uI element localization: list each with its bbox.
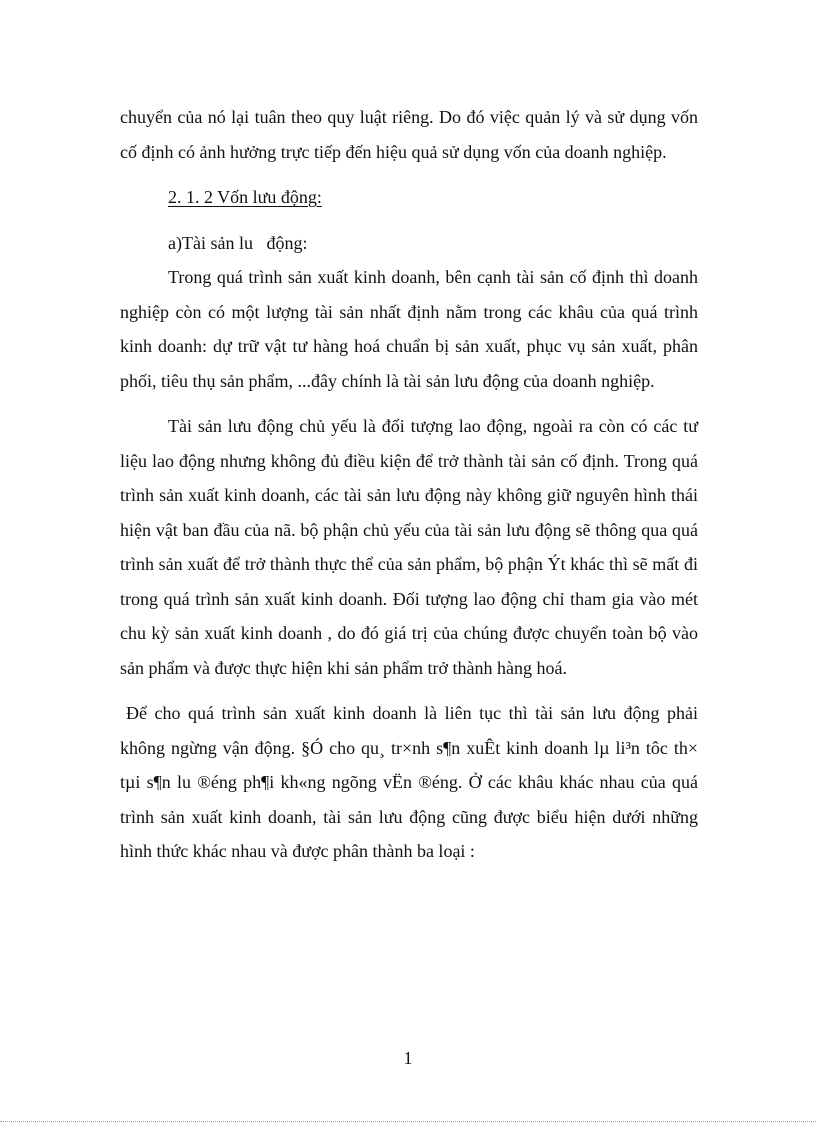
section-heading <box>120 180 698 215</box>
paragraph-fixed-assets-context: Trong quá trình sản xuất kinh doanh, bên cạnh tài sản cố định thì doanh nghiệp còn có một lượng tài sản nhất định nằm trong các khâu của quá trình kinh doanh: dự trữ vật tư hàng hoá chuẩn bị sản xuất, phục vụ sản xuất, phân phối, tiêu thụ sản phẩm, ...đây chính là tài sản lưu động của doanh nghiệp. <box>120 267 698 391</box>
document-body <box>120 100 698 869</box>
section-heading-text: 2. 1. 2 Vốn lưu động: <box>168 187 322 207</box>
subsection-heading: a)Tài sản lu động: <box>168 232 308 253</box>
paragraph-current-assets-definition: Tài sản lưu động chủ yếu là đối tượng lao động, ngoài ra còn có các tư liệu lao động nhưng không đủ điều kiện để trở thành tài sản cố định. Trong quá trình sản xuất kinh doanh, các tài sản lưu động này không giữ nguyên hình thái hiện vật ban đầu của nã. bộ phận chủ yếu của tài sản lưu động sẽ thông qua quá trình sản xuất để trở thành thực thể của sản phẩm, bộ phận Ýt khác thì sẽ mất đi trong quá trình sản xuất kinh doanh. Đối tượng lao động chỉ tham gia vào mét chu kỳ sản xuất kinh doanh , do đó giá trị của chúng được chuyển toàn bộ vào sản phẩm và được thực hiện khi sản phẩm trở thành hàng hoá. <box>120 416 698 678</box>
intro-paragraph: chuyển của nó lại tuân theo quy luật riêng. Do đó việc quản lý và sử dụng vốn cố định có ảnh hưởng trực tiếp đến hiệu quả sử dụng vốn của doanh nghiệp. <box>120 107 698 162</box>
footer-dotted-rule <box>0 1121 816 1122</box>
paragraph-current-assets-movement: Để cho quá trình sản xuất kinh doanh là liên tục thì tài sản lưu động phải không ngừng vận động. §Ó cho qu¸ tr×nh s¶n xuÊt kinh doanh lµ li³n tôc th× tµi s¶n lu ®éng ph¶i kh«ng ngõng vËn ®éng. Ở các khâu khác nhau của quá trình sản xuất kinh doanh, tài sản lưu động cũng được biểu hiện dưới những hình thức khác nhau và được phân thành ba loại : <box>120 703 698 861</box>
page-number: 1 <box>403 1048 413 1068</box>
